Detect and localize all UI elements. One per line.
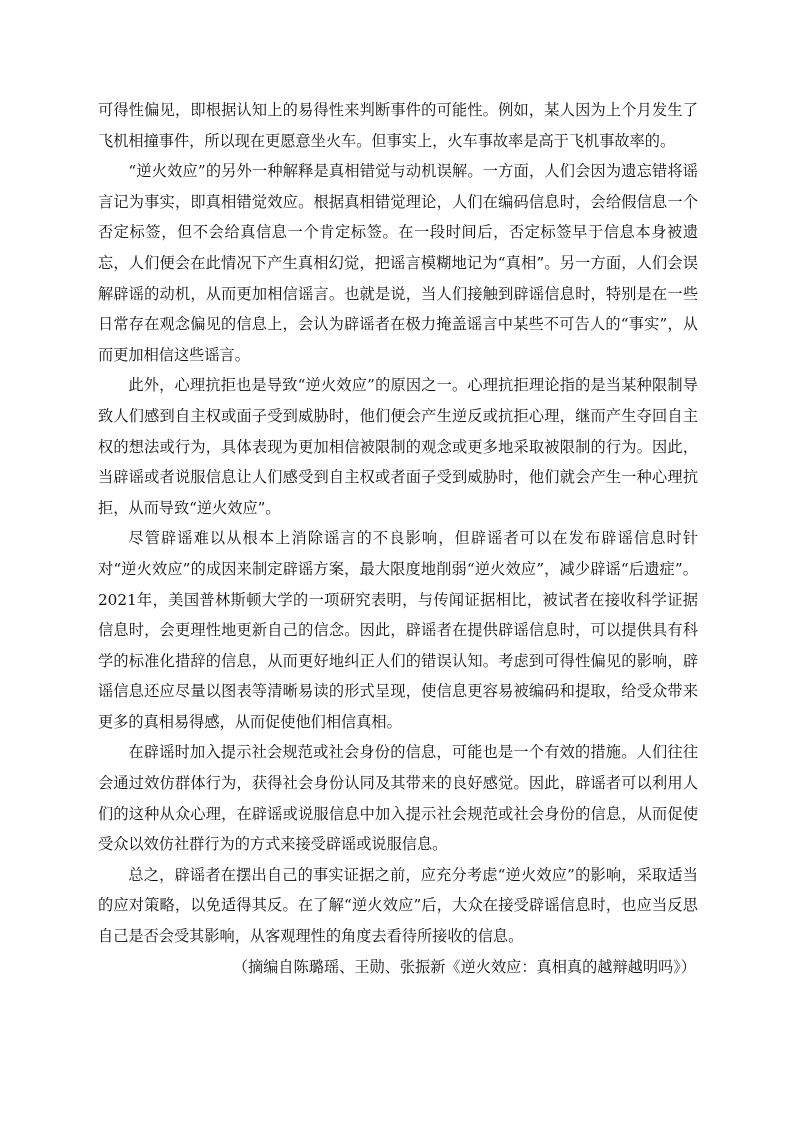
paragraph-social-norms: 在辟谣时加入提示社会规范或社会身份的信息，可能也是一个有效的措施。人们往往会通过效仿群体行为，获得社会身份认同及其带来的良好感觉。因此，辟谣者可以利用人们的这种从众心理，在辟谣或说服信息中加入提示社会规范或社会身份的信息，从而促使受众以效仿社群行为的方式来接受辟谣或说服信息。	[98, 743, 698, 854]
document-page	[98, 95, 698, 982]
paragraph-truth-illusion: “逆火效应”的另外一种解释是真相错觉与动机误解。一方面，人们会因为遗忘错将谣言记为事实，即真相错觉效应。根据真相错觉理论，人们在编码信息时，会给假信息一个否定标签，但不会给真信息一个肯定标签。在一段时间后，否定标签早于信息本身被遗忘，人们便会在此情况下产生真相幻觉，把谣言模糊地记为“真相”。另一方面，人们会误解辟谣的动机，从而更加相信谣言。也就是说，当人们接触到辟谣信息时，特别是在一些日常存在观念偏见的信息上，会认为辟谣者在极力掩盖谣言中某些不可告人的“事实”，从而更加相信这些谣言。	[98, 162, 698, 364]
paragraph-availability-bias: 可得性偏见，即根据认知上的易得性来判断事件的可能性。例如，某人因为上个月发生了飞机相撞事件，所以现在更愿意坐火车。但事实上，火车事故率是高于飞机事故率的。	[98, 101, 698, 150]
paragraph-debunking-strategy: 尽管辟谣难以从根本上消除谣言的不良影响，但辟谣者可以在发布辟谣信息时针对“逆火效应”的成因来制定辟谣方案，最大限度地削弱“逆火效应”，减少辟谣“后遗症”。2021年，美国普林斯顿大学的一项研究表明，与传闻证据相比，被试者在接收科学证据信息时，会更理性地更新自己的信念。因此，辟谣者在提供辟谣信息时，可以提供具有科学的标准化措辞的信息，从而更好地纠正人们的错误认知。考虑到可得性偏见的影响，辟谣信息还应尽量以图表等清晰易读的形式呈现，使信息更容易被编码和提取，给受众带来更多的真相易得感，从而促使他们相信真相。	[98, 529, 698, 731]
paragraph-conclusion: 总之，辟谣者在摆出自己的事实证据之前，应充分考虑“逆火效应”的影响，采取适当的应对策略，以免适得其反。在了解“逆火效应”后，大众在接受辟谣信息时，也应当反思自己是否会受其影响，从客观理性的角度去看待所接收的信息。	[98, 865, 698, 946]
source-citation: （摘编自陈璐瑶、王勋、张振新《逆火效应：真相真的越辩越明吗》）	[232, 957, 696, 976]
paragraph-psychological-reactance: 此外，心理抗拒也是导致“逆火效应”的原因之一。心理抗拒理论指的是当某种限制导致人们感到自主权或面子受到威胁时，他们便会产生逆反或抗拒心理，继而产生夺回自主权的想法或行为，具体表现为更加相信被限制的观念或更多地采取被限制的行为。因此，当辟谣或者说服信息让人们感受到自主权或者面子受到威胁时，他们就会产生一种心理抗拒，从而导致“逆火效应”。	[98, 376, 698, 517]
